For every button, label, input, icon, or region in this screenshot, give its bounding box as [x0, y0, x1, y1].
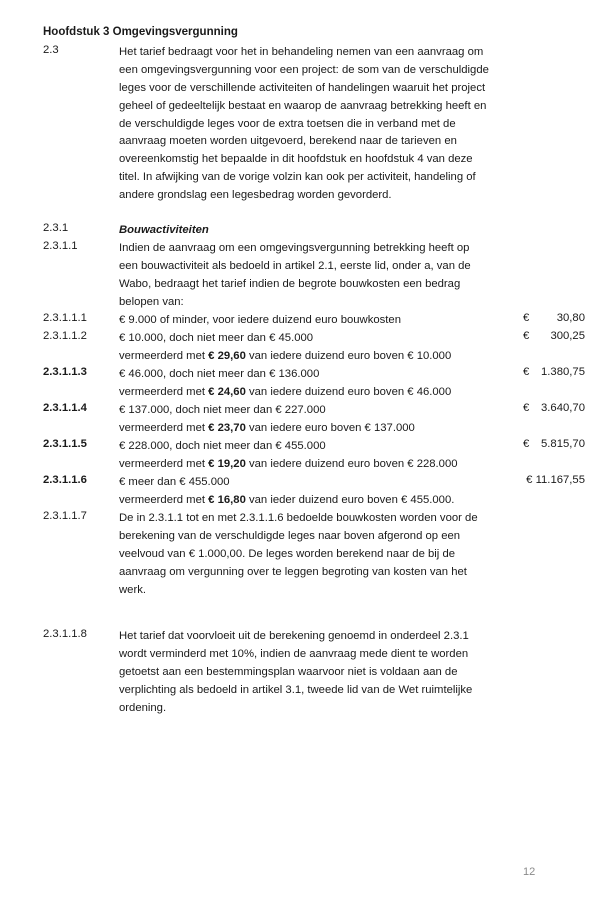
tariff-text	[119, 330, 524, 366]
tariff-text	[119, 312, 524, 330]
tariff-increment-line	[119, 348, 524, 366]
section-number: 2.3.1.1	[43, 240, 78, 252]
text-line: overeenkomstig het bepaalde in dit hoofdstuk en hoofdstuk 4 van deze	[119, 153, 473, 166]
increment-prefix: vermeerderd met	[119, 457, 209, 470]
tariff-number: 2.3.1.1.2	[43, 330, 87, 342]
tariff-line: € 46.000, doch niet meer dan € 136.000	[119, 368, 320, 380]
currency-symbol: €	[523, 366, 530, 378]
text-line: aanvraag om vergunning over te leggen begroting van kosten van het	[119, 565, 467, 578]
tariff-text	[119, 402, 524, 438]
amount-value: € 11.167,55	[526, 474, 585, 486]
text-line: aanvraag moeten worden uitgevoerd, berekend naar de tarieven en	[119, 135, 457, 148]
chapter-title: Hoofdstuk 3 Omgevingsvergunning	[43, 26, 238, 38]
increment-rate: € 19,20	[208, 457, 246, 470]
section-number: 2.3.1.1.7	[43, 510, 87, 522]
tariff-increment-line	[119, 456, 524, 474]
increment-rate: € 24,60	[208, 385, 246, 398]
increment-suffix: van iedere duizend euro boven € 46.000	[245, 385, 452, 398]
text-line: getoetst aan een bestemmingsplan waarvoor niet is voldaan aan de	[119, 665, 458, 678]
increment-suffix: van iedere duizend euro boven € 228.000	[245, 457, 458, 470]
text-line: titel. In afwijking van de vorige volzin kan ook per activiteit, handeling of	[119, 171, 476, 184]
amount-value: 3.640,70	[541, 402, 585, 414]
increment-suffix: van iedere duizend euro boven € 10.000	[245, 349, 452, 362]
text-line: Indien de aanvraag om een omgevingsvergunning betrekking heeft op	[119, 242, 470, 254]
amount-value: 30,80	[556, 312, 585, 324]
section-heading: Bouwactiviteiten	[119, 224, 209, 236]
increment-prefix: vermeerderd met	[119, 385, 209, 398]
tariff-text	[119, 366, 524, 402]
section-text	[119, 510, 524, 599]
text-line: Het tarief bedraagt voor het in behandeling nemen van een aanvraag om	[119, 46, 484, 58]
currency-symbol: €	[523, 330, 530, 342]
text-line: De in 2.3.1.1 tot en met 2.3.1.1.6 bedoelde bouwkosten worden voor de	[119, 512, 478, 524]
section-text	[119, 240, 524, 312]
section-text	[119, 44, 524, 205]
tariff-line: € 137.000, doch niet meer dan € 227.000	[119, 404, 326, 416]
text-line: Het tarief dat voorvloeit uit de berekening genoemd in onderdeel 2.3.1	[119, 630, 469, 642]
increment-suffix: van iedere euro boven € 137.000	[245, 421, 415, 434]
tariff-line: € 9.000 of minder, voor iedere duizend euro bouwkosten	[119, 314, 401, 326]
increment-prefix: vermeerderd met	[119, 349, 209, 362]
section-number: 2.3	[43, 44, 59, 56]
currency-symbol: €	[523, 402, 530, 414]
increment-rate: € 16,80	[208, 493, 246, 506]
tariff-line: € 10.000, doch niet meer dan € 45.000	[119, 332, 314, 344]
tariff-line: € 228.000, doch niet meer dan € 455.000	[119, 440, 326, 452]
text-line: ordening.	[119, 701, 167, 714]
increment-rate: € 23,70	[208, 421, 246, 434]
tariff-increment-line	[119, 384, 524, 402]
text-line: de verschuldigde leges voor de extra toetsen die in verband met de	[119, 117, 456, 130]
tariff-number: 2.3.1.1.3	[43, 366, 87, 378]
text-line: een omgevingsvergunning voor een project: de som van de verschuldigde	[119, 63, 489, 76]
text-line: veelvoud van € 1.000,00. De leges worden berekend naar de bij de	[119, 547, 456, 560]
tariff-line: € meer dan € 455.000	[119, 476, 230, 488]
text-line: verplichting als bedoeld in artikel 3.1, tweede lid van de Wet ruimtelijke	[119, 683, 473, 696]
text-line: werk.	[119, 583, 146, 596]
text-line: andere grondslag een legesbedrag worden gevorderd.	[119, 189, 392, 202]
section-number: 2.3.1.1.8	[43, 628, 87, 640]
tariff-number: 2.3.1.1.4	[43, 402, 87, 414]
currency-symbol: €	[523, 312, 530, 324]
text-line: een bouwactiviteit als bedoeld in artikel 2.1, eerste lid, onder a, van de	[119, 259, 471, 272]
section-number: 2.3.1	[43, 222, 69, 234]
tariff-increment-line	[119, 420, 524, 438]
tariff-increment-line	[119, 492, 524, 510]
tariff-number: 2.3.1.1.6	[43, 474, 87, 486]
text-line: leges voor de verschillende activiteiten of handelingen waaruit het project	[119, 81, 486, 94]
increment-prefix: vermeerderd met	[119, 493, 209, 506]
text-line: belopen van:	[119, 295, 184, 308]
increment-suffix: van ieder duizend euro boven € 455.000.	[245, 493, 455, 506]
tariff-number: 2.3.1.1.1	[43, 312, 87, 324]
increment-prefix: vermeerderd met	[119, 421, 209, 434]
text-line: geheel of gedeeltelijk bestaat en waarop de aanvraag betrekking heeft en	[119, 99, 487, 112]
tariff-text	[119, 438, 524, 474]
text-line: Wabo, bedraagt het tarief indien de begrote bouwkosten een bedrag	[119, 277, 461, 290]
increment-rate: € 29,60	[208, 349, 246, 362]
page-number: 12	[523, 866, 536, 878]
amount-value: 300,25	[550, 330, 585, 342]
text-line: wordt verminderd met 10%, indien de aanvraag mede dient te worden	[119, 647, 469, 660]
currency-symbol: €	[523, 438, 530, 450]
tariff-number: 2.3.1.1.5	[43, 438, 87, 450]
tariff-text	[119, 474, 524, 510]
amount-value: 5.815,70	[541, 438, 585, 450]
section-text	[119, 628, 524, 717]
text-line: berekening van de verschuldigde leges naar boven afgerond op een	[119, 529, 461, 542]
amount-value: 1.380,75	[541, 366, 585, 378]
